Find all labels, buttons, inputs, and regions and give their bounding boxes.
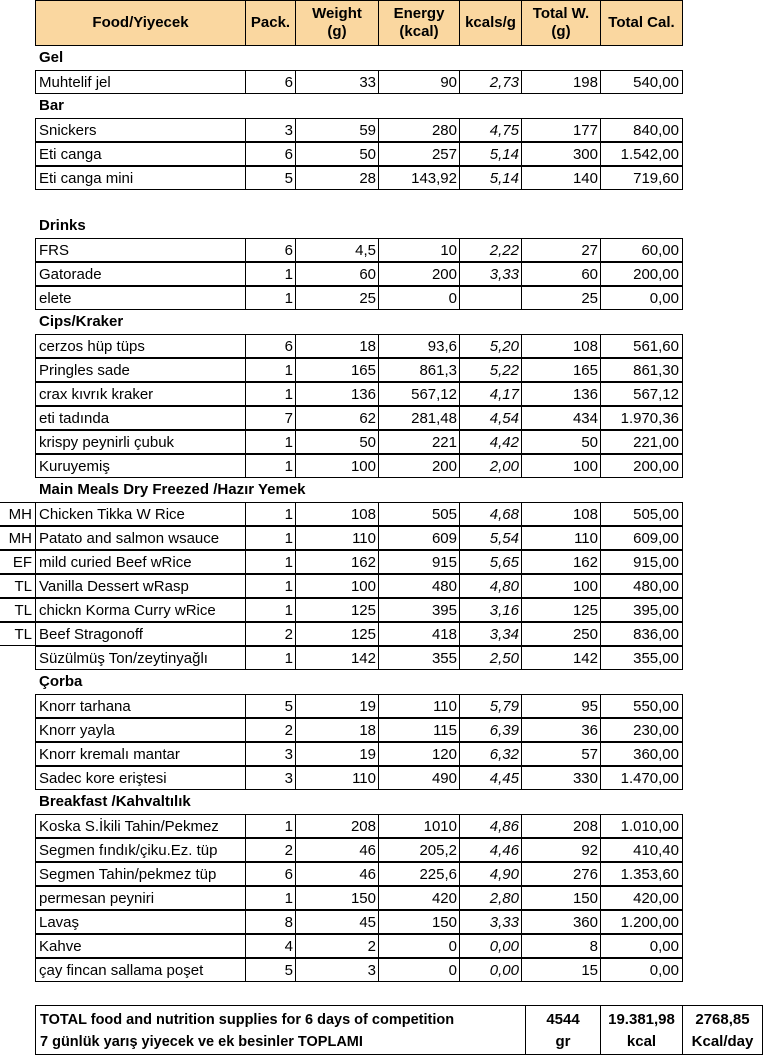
cell-pack: 4 xyxy=(245,934,296,958)
cell-name: Koska S.İkili Tahin/Pekmez xyxy=(35,814,246,838)
table-row xyxy=(0,454,763,478)
cell-kcalg: 0,00 xyxy=(459,934,522,958)
total-per-day-unit: Kcal/day xyxy=(691,1033,754,1050)
cell-kcalg: 0,00 xyxy=(459,958,522,982)
table-row xyxy=(0,766,763,790)
table-row xyxy=(0,526,763,550)
cell-energy: 480 xyxy=(378,574,460,598)
cell-energy: 567,12 xyxy=(378,382,460,406)
total-cal-value: 19.381,98 xyxy=(608,1011,675,1028)
cell-totalw: 100 xyxy=(521,454,601,478)
cell-weight: 62 xyxy=(295,406,379,430)
header-energy: Energy (kcal) xyxy=(378,0,460,46)
cell-kcalg: 5,14 xyxy=(459,142,522,166)
cell-totalcal: 609,00 xyxy=(600,526,683,550)
cell-totalw: 125 xyxy=(521,598,601,622)
cell-totalcal: 395,00 xyxy=(600,598,683,622)
cell-pack: 5 xyxy=(245,958,296,982)
cell-totalw: 434 xyxy=(521,406,601,430)
cell-totalcal: 0,00 xyxy=(600,934,683,958)
row-tag: TL xyxy=(0,574,35,598)
category-label: Çorba xyxy=(39,673,83,690)
cell-name: krispy peynirli çubuk xyxy=(35,430,246,454)
cell-totalw: 25 xyxy=(521,286,601,310)
cell-name: Pringles sade xyxy=(35,358,246,382)
cell-energy: 418 xyxy=(378,622,460,646)
cell-name: cerzos hüp tüps xyxy=(35,334,246,358)
cell-name: Segmen fındık/çiku.Ez. tüp xyxy=(35,838,246,862)
cell-totalw: 250 xyxy=(521,622,601,646)
cell-name: chickn Korma Curry wRice xyxy=(35,598,246,622)
cell-name: Chicken Tikka W Rice xyxy=(35,502,246,526)
cell-totalcal: 360,00 xyxy=(600,742,683,766)
cell-weight: 150 xyxy=(295,886,379,910)
cell-energy: 0 xyxy=(378,934,460,958)
cell-weight: 162 xyxy=(295,550,379,574)
cell-energy: 0 xyxy=(378,958,460,982)
cell-totalw: 57 xyxy=(521,742,601,766)
cell-kcalg: 2,73 xyxy=(459,70,522,94)
category-label: Breakfast /Kahvaltılık xyxy=(39,793,191,810)
cell-totalcal: 0,00 xyxy=(600,286,683,310)
cell-energy: 395 xyxy=(378,598,460,622)
cell-pack: 1 xyxy=(245,286,296,310)
category-label: Drinks xyxy=(39,217,86,234)
total-cal-unit: kcal xyxy=(626,1033,657,1050)
cell-name: Snickers xyxy=(35,118,246,142)
cell-totalcal: 836,00 xyxy=(600,622,683,646)
cell-totalcal: 915,00 xyxy=(600,550,683,574)
cell-weight: 19 xyxy=(295,742,379,766)
cell-totalw: 100 xyxy=(521,574,601,598)
cell-pack: 1 xyxy=(245,262,296,286)
row-tag: MH xyxy=(0,502,35,526)
cell-totalw: 15 xyxy=(521,958,601,982)
cell-energy: 915 xyxy=(378,550,460,574)
header-totalw: Total W. (g) xyxy=(521,0,601,46)
cell-kcalg: 3,16 xyxy=(459,598,522,622)
cell-pack: 1 xyxy=(245,814,296,838)
cell-kcalg: 4,68 xyxy=(459,502,522,526)
total-label-line2: 7 günlük yarış yiyecek ve ek besinler TOPLAMI xyxy=(40,1034,363,1050)
cell-weight: 46 xyxy=(295,838,379,862)
cell-name: eti tadında xyxy=(35,406,246,430)
cell-pack: 6 xyxy=(245,70,296,94)
row-tag: TL xyxy=(0,622,35,646)
cell-name: Lavaş xyxy=(35,910,246,934)
cell-energy: 143,92 xyxy=(378,166,460,190)
cell-weight: 18 xyxy=(295,718,379,742)
cell-name: mild curied Beef wRice xyxy=(35,550,246,574)
category-label: Gel xyxy=(39,49,64,66)
cell-pack: 1 xyxy=(245,646,296,670)
cell-weight: 2 xyxy=(295,934,379,958)
cell-totalw: 330 xyxy=(521,766,601,790)
header-weight: Weight (g) xyxy=(295,0,379,46)
table-row xyxy=(0,406,763,430)
cell-pack: 3 xyxy=(245,766,296,790)
cell-totalcal: 561,60 xyxy=(600,334,683,358)
table-row xyxy=(0,646,763,670)
cell-totalw: 95 xyxy=(521,694,601,718)
cell-totalcal: 410,40 xyxy=(600,838,683,862)
cell-weight: 100 xyxy=(295,574,379,598)
total-cal-cell xyxy=(600,1005,683,1055)
table-row xyxy=(0,238,763,262)
cell-totalw: 27 xyxy=(521,238,601,262)
cell-weight: 165 xyxy=(295,358,379,382)
cell-pack: 1 xyxy=(245,526,296,550)
cell-kcalg: 4,86 xyxy=(459,814,522,838)
cell-pack: 2 xyxy=(245,622,296,646)
table-row xyxy=(0,382,763,406)
cell-pack: 1 xyxy=(245,454,296,478)
cell-totalcal: 540,00 xyxy=(600,70,683,94)
cell-totalcal: 200,00 xyxy=(600,454,683,478)
cell-energy: 110 xyxy=(378,694,460,718)
cell-weight: 28 xyxy=(295,166,379,190)
cell-weight: 59 xyxy=(295,118,379,142)
cell-pack: 6 xyxy=(245,334,296,358)
total-per-day-cell xyxy=(682,1005,763,1055)
cell-pack: 1 xyxy=(245,358,296,382)
cell-name: Eti canga mini xyxy=(35,166,246,190)
cell-name: Gatorade xyxy=(35,262,246,286)
header-pack: Pack. xyxy=(245,0,296,46)
cell-weight: 4,5 xyxy=(295,238,379,262)
table-row xyxy=(0,934,763,958)
cell-pack: 3 xyxy=(245,118,296,142)
cell-totalcal: 200,00 xyxy=(600,262,683,286)
cell-name: çay fincan sallama poşet xyxy=(35,958,246,982)
cell-totalcal: 861,30 xyxy=(600,358,683,382)
cell-name: Muhtelif jel xyxy=(35,70,246,94)
cell-pack: 1 xyxy=(245,382,296,406)
cell-kcalg: 2,50 xyxy=(459,646,522,670)
cell-weight: 18 xyxy=(295,334,379,358)
cell-weight: 46 xyxy=(295,862,379,886)
cell-name: Kuruyemiş xyxy=(35,454,246,478)
table-row xyxy=(0,910,763,934)
category-row xyxy=(0,478,763,502)
cell-totalcal: 567,12 xyxy=(600,382,683,406)
cell-totalcal: 1.200,00 xyxy=(600,910,683,934)
spacer-row xyxy=(0,190,763,214)
cell-totalw: 276 xyxy=(521,862,601,886)
cell-energy: 490 xyxy=(378,766,460,790)
cell-kcalg: 5,20 xyxy=(459,334,522,358)
cell-energy: 200 xyxy=(378,262,460,286)
table-row xyxy=(0,262,763,286)
cell-energy: 355 xyxy=(378,646,460,670)
cell-kcalg: 5,14 xyxy=(459,166,522,190)
cell-energy: 200 xyxy=(378,454,460,478)
table-row xyxy=(0,502,763,526)
cell-totalcal: 840,00 xyxy=(600,118,683,142)
table-row xyxy=(0,742,763,766)
cell-name: permesan peyniri xyxy=(35,886,246,910)
cell-pack: 1 xyxy=(245,550,296,574)
cell-totalw: 300 xyxy=(521,142,601,166)
cell-totalw: 50 xyxy=(521,430,601,454)
table-row xyxy=(0,838,763,862)
cell-totalw: 108 xyxy=(521,334,601,358)
cell-pack: 1 xyxy=(245,598,296,622)
table-row xyxy=(0,118,763,142)
header-kcalg: kcals/g xyxy=(459,0,522,46)
cell-weight: 142 xyxy=(295,646,379,670)
table-row xyxy=(0,886,763,910)
cell-name: Knorr yayla xyxy=(35,718,246,742)
cell-energy: 505 xyxy=(378,502,460,526)
table-row xyxy=(0,862,763,886)
cell-weight: 100 xyxy=(295,454,379,478)
cell-name: Patato and salmon wsauce xyxy=(35,526,246,550)
cell-energy: 115 xyxy=(378,718,460,742)
table-row xyxy=(0,574,763,598)
cell-totalw: 36 xyxy=(521,718,601,742)
cell-name: Süzülmüş Ton/zeytinyağlı xyxy=(35,646,246,670)
total-weight-unit: gr xyxy=(555,1033,571,1050)
cell-weight: 50 xyxy=(295,430,379,454)
cell-energy: 257 xyxy=(378,142,460,166)
cell-kcalg: 5,22 xyxy=(459,358,522,382)
cell-energy: 225,6 xyxy=(378,862,460,886)
cell-weight: 108 xyxy=(295,502,379,526)
cell-energy: 93,6 xyxy=(378,334,460,358)
cell-energy: 10 xyxy=(378,238,460,262)
cell-totalcal: 0,00 xyxy=(600,958,683,982)
cell-totalw: 360 xyxy=(521,910,601,934)
cell-totalcal: 719,60 xyxy=(600,166,683,190)
cell-name: Eti canga xyxy=(35,142,246,166)
cell-kcalg: 4,42 xyxy=(459,430,522,454)
category-row xyxy=(0,790,763,814)
cell-name: crax kıvrık kraker xyxy=(35,382,246,406)
cell-weight: 125 xyxy=(295,598,379,622)
cell-totalcal: 1.970,36 xyxy=(600,406,683,430)
cell-kcalg: 5,54 xyxy=(459,526,522,550)
cell-energy: 90 xyxy=(378,70,460,94)
cell-kcalg: 2,22 xyxy=(459,238,522,262)
table-row xyxy=(0,358,763,382)
category-label: Cips/Kraker xyxy=(39,313,124,330)
cell-pack: 3 xyxy=(245,742,296,766)
cell-totalcal: 1.542,00 xyxy=(600,142,683,166)
total-weight-value: 4544 xyxy=(546,1011,580,1028)
cell-energy: 221 xyxy=(378,430,460,454)
row-tag: MH xyxy=(0,526,35,550)
table-row xyxy=(0,286,763,310)
cell-kcalg: 4,45 xyxy=(459,766,522,790)
cell-pack: 1 xyxy=(245,430,296,454)
cell-weight: 19 xyxy=(295,694,379,718)
total-label-line1: TOTAL food and nutrition supplies for 6 days of competition xyxy=(40,1012,455,1028)
cell-totalw: 108 xyxy=(521,502,601,526)
cell-weight: 3 xyxy=(295,958,379,982)
cell-totalw: 60 xyxy=(521,262,601,286)
cell-pack: 1 xyxy=(245,886,296,910)
category-row xyxy=(0,214,763,238)
cell-totalw: 150 xyxy=(521,886,601,910)
cell-weight: 136 xyxy=(295,382,379,406)
cell-name: Vanilla Dessert wRasp xyxy=(35,574,246,598)
cell-totalcal: 60,00 xyxy=(600,238,683,262)
cell-totalw: 136 xyxy=(521,382,601,406)
cell-totalcal: 221,00 xyxy=(600,430,683,454)
cell-kcalg: 6,39 xyxy=(459,718,522,742)
cell-totalcal: 230,00 xyxy=(600,718,683,742)
cell-weight: 33 xyxy=(295,70,379,94)
cell-energy: 150 xyxy=(378,910,460,934)
cell-weight: 50 xyxy=(295,142,379,166)
cell-totalw: 165 xyxy=(521,358,601,382)
cell-name: elete xyxy=(35,286,246,310)
cell-pack: 1 xyxy=(245,574,296,598)
cell-kcalg: 5,65 xyxy=(459,550,522,574)
header-totalcal: Total Cal. xyxy=(600,0,683,46)
cell-pack: 5 xyxy=(245,166,296,190)
cell-name: Kahve xyxy=(35,934,246,958)
cell-pack: 6 xyxy=(245,862,296,886)
cell-weight: 125 xyxy=(295,622,379,646)
cell-totalcal: 1.470,00 xyxy=(600,766,683,790)
cell-energy: 1010 xyxy=(378,814,460,838)
category-row xyxy=(0,670,763,694)
cell-pack: 6 xyxy=(245,142,296,166)
total-weight-cell xyxy=(525,1005,601,1055)
cell-name: Beef Stragonoff xyxy=(35,622,246,646)
cell-kcalg: 3,33 xyxy=(459,910,522,934)
cell-name: FRS xyxy=(35,238,246,262)
total-label-cell xyxy=(35,1005,526,1055)
total-per-day-value: 2768,85 xyxy=(695,1011,750,1028)
table-row xyxy=(0,718,763,742)
cell-pack: 5 xyxy=(245,694,296,718)
cell-energy: 280 xyxy=(378,118,460,142)
cell-kcalg: 4,80 xyxy=(459,574,522,598)
cell-pack: 2 xyxy=(245,718,296,742)
cell-totalcal: 480,00 xyxy=(600,574,683,598)
cell-pack: 8 xyxy=(245,910,296,934)
table-row xyxy=(0,550,763,574)
cell-totalw: 8 xyxy=(521,934,601,958)
cell-pack: 1 xyxy=(245,502,296,526)
cell-name: Knorr tarhana xyxy=(35,694,246,718)
cell-weight: 110 xyxy=(295,526,379,550)
cell-pack: 2 xyxy=(245,838,296,862)
cell-pack: 6 xyxy=(245,238,296,262)
cell-name: Segmen Tahin/pekmez tüp xyxy=(35,862,246,886)
table-row xyxy=(0,430,763,454)
cell-energy: 609 xyxy=(378,526,460,550)
table-row xyxy=(0,142,763,166)
cell-energy: 281,48 xyxy=(378,406,460,430)
cell-kcalg: 4,46 xyxy=(459,838,522,862)
cell-kcalg: 3,34 xyxy=(459,622,522,646)
cell-totalw: 92 xyxy=(521,838,601,862)
table-row xyxy=(0,166,763,190)
cell-energy: 0 xyxy=(378,286,460,310)
row-tag: TL xyxy=(0,598,35,622)
category-row xyxy=(0,94,763,118)
cell-energy: 861,3 xyxy=(378,358,460,382)
cell-weight: 208 xyxy=(295,814,379,838)
cell-totalcal: 1.010,00 xyxy=(600,814,683,838)
cell-kcalg xyxy=(459,286,522,310)
cell-kcalg: 5,79 xyxy=(459,694,522,718)
cell-totalcal: 420,00 xyxy=(600,886,683,910)
table-row xyxy=(0,958,763,982)
cell-kcalg: 3,33 xyxy=(459,262,522,286)
cell-energy: 205,2 xyxy=(378,838,460,862)
cell-kcalg: 4,75 xyxy=(459,118,522,142)
cell-name: Knorr kremalı mantar xyxy=(35,742,246,766)
table-row xyxy=(0,598,763,622)
cell-weight: 45 xyxy=(295,910,379,934)
cell-kcalg: 6,32 xyxy=(459,742,522,766)
cell-totalcal: 550,00 xyxy=(600,694,683,718)
cell-totalw: 140 xyxy=(521,166,601,190)
category-row xyxy=(0,46,763,70)
category-label: Main Meals Dry Freezed /Hazır Yemek xyxy=(39,481,306,498)
cell-weight: 110 xyxy=(295,766,379,790)
cell-energy: 420 xyxy=(378,886,460,910)
cell-pack: 7 xyxy=(245,406,296,430)
table-row xyxy=(0,70,763,94)
table-row xyxy=(0,814,763,838)
cell-weight: 60 xyxy=(295,262,379,286)
table-row xyxy=(0,622,763,646)
category-label: Bar xyxy=(39,97,65,114)
cell-energy: 120 xyxy=(378,742,460,766)
row-tag: EF xyxy=(0,550,35,574)
cell-kcalg: 4,54 xyxy=(459,406,522,430)
cell-totalw: 208 xyxy=(521,814,601,838)
cell-kcalg: 2,00 xyxy=(459,454,522,478)
cell-kcalg: 4,17 xyxy=(459,382,522,406)
table-row xyxy=(0,334,763,358)
table-row xyxy=(0,694,763,718)
cell-totalw: 142 xyxy=(521,646,601,670)
cell-totalw: 198 xyxy=(521,70,601,94)
header-food: Food/Yiyecek xyxy=(35,0,246,46)
cell-totalcal: 355,00 xyxy=(600,646,683,670)
cell-totalw: 110 xyxy=(521,526,601,550)
cell-totalcal: 1.353,60 xyxy=(600,862,683,886)
cell-totalw: 177 xyxy=(521,118,601,142)
cell-kcalg: 4,90 xyxy=(459,862,522,886)
cell-totalcal: 505,00 xyxy=(600,502,683,526)
category-row xyxy=(0,310,763,334)
cell-totalw: 162 xyxy=(521,550,601,574)
cell-weight: 25 xyxy=(295,286,379,310)
header-row xyxy=(0,0,763,46)
cell-name: Sadec kore eriştesi xyxy=(35,766,246,790)
cell-kcalg: 2,80 xyxy=(459,886,522,910)
